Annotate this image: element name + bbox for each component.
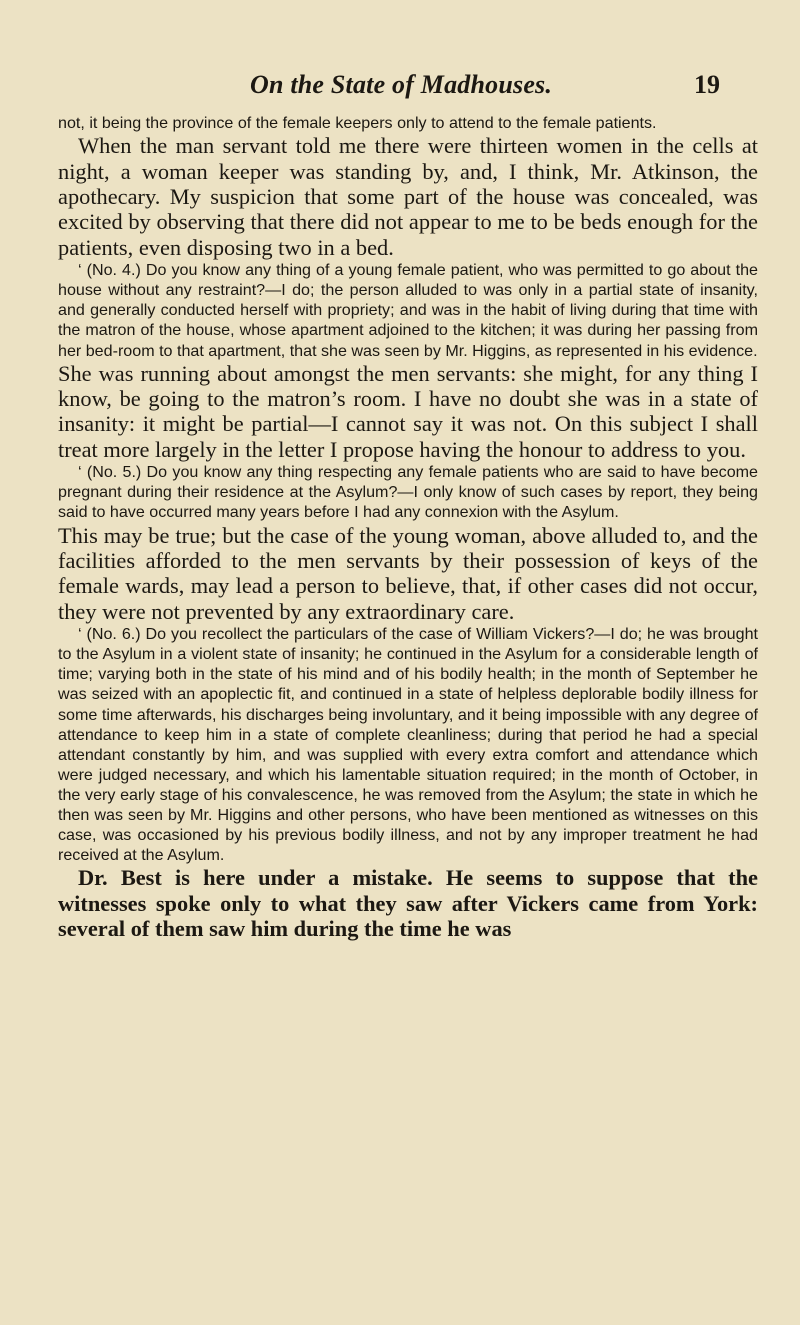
running-title: On the State of Madhouses. bbox=[250, 70, 553, 99]
paragraph-commentary-bold: Dr. Best is here under a mistake. He seems to suppose that the witnesses spoke only to what they saw after Vickers came from York: several of them saw him during the time he was bbox=[58, 865, 758, 942]
paragraph-commentary: This may be true; but the case of the young woman, above alluded to, and the facilities afforded to the men servants by their possession of keys of the female wards, may lead a person to believe, that, if other cases did not occur, they were not prevented by any extraordinary care. bbox=[58, 522, 758, 624]
page-body bbox=[58, 113, 758, 941]
paragraph-question-6: ‘ (No. 6.) Do you recollect the particulars of the case of William Vickers?—I do; he was brought to the Asylum in a violent state of insanity; he continued in the Asylum for a considerable length of time; varying both in the state of his mind and of his bodily health; in the month of September he was seized with an apoplectic fit, and continued in a state of helpless deplorable bodily illness for some time afterwards, his discharges being involuntary, and it being impossible with any degree of attendance to keep him in a state of complete cleanliness; during that period he had a special attendant constantly by him, and was supplied with every extra comfort and attendance which were judged necessary, and which his lamentable situation required; in the month of October, in the very early stage of his convalescence, he was removed from the Asylum; the state in which he then was seen by Mr. Higgins and other persons, who have been mentioned as witnesses on this case, was occasioned by his previous bodily illness, and not by any improper treatment he had received at the Asylum. bbox=[58, 625, 758, 865]
paragraph-commentary: When the man servant told me there were thirteen women in the cells at night, a woman keeper was standing by, and, I think, Mr. Atkinson, the apothecary. My suspicion that some part of the house was concealed, was excited by observing that there did not appear to me to be beds enough for the patients, even disposing two in a bed. bbox=[58, 133, 758, 260]
paragraph-continued-answer: not, it being the province of the female keepers only to attend to the female patients. bbox=[58, 114, 657, 132]
paragraph-question-5: ‘ (No. 5.) Do you know any thing respecting any female patients who are said to have become pregnant during their residence at the Asylum?—I only know of such cases by report, they being said to have occurred many years before I had any connexion with the Asylum. bbox=[58, 463, 758, 522]
page-number: 19 bbox=[694, 70, 720, 99]
paragraph-commentary: She was running about amongst the men servants: she might, for any thing I know, be going to the matron’s room. I have no doubt she was in a state of insanity: it might be partial—I cannot say it was not. On this subject I shall treat more largely in the letter I propose having the honour to address to you. bbox=[58, 360, 758, 462]
page-header bbox=[0, 70, 800, 110]
paragraph-question-4: ‘ (No. 4.) Do you know any thing of a young female patient, who was permitted to go about the house without any restraint?—I do; the person alluded to was only in a partial state of insanity, and generally conducted herself with propriety; and was in the habit of living during that time with the matron of the house, whose apartment adjoined to the kitchen; it was during her passing from her bed-room to that apartment, that she was seen by Mr. Higgins, as represented in his evidence. bbox=[58, 261, 758, 360]
